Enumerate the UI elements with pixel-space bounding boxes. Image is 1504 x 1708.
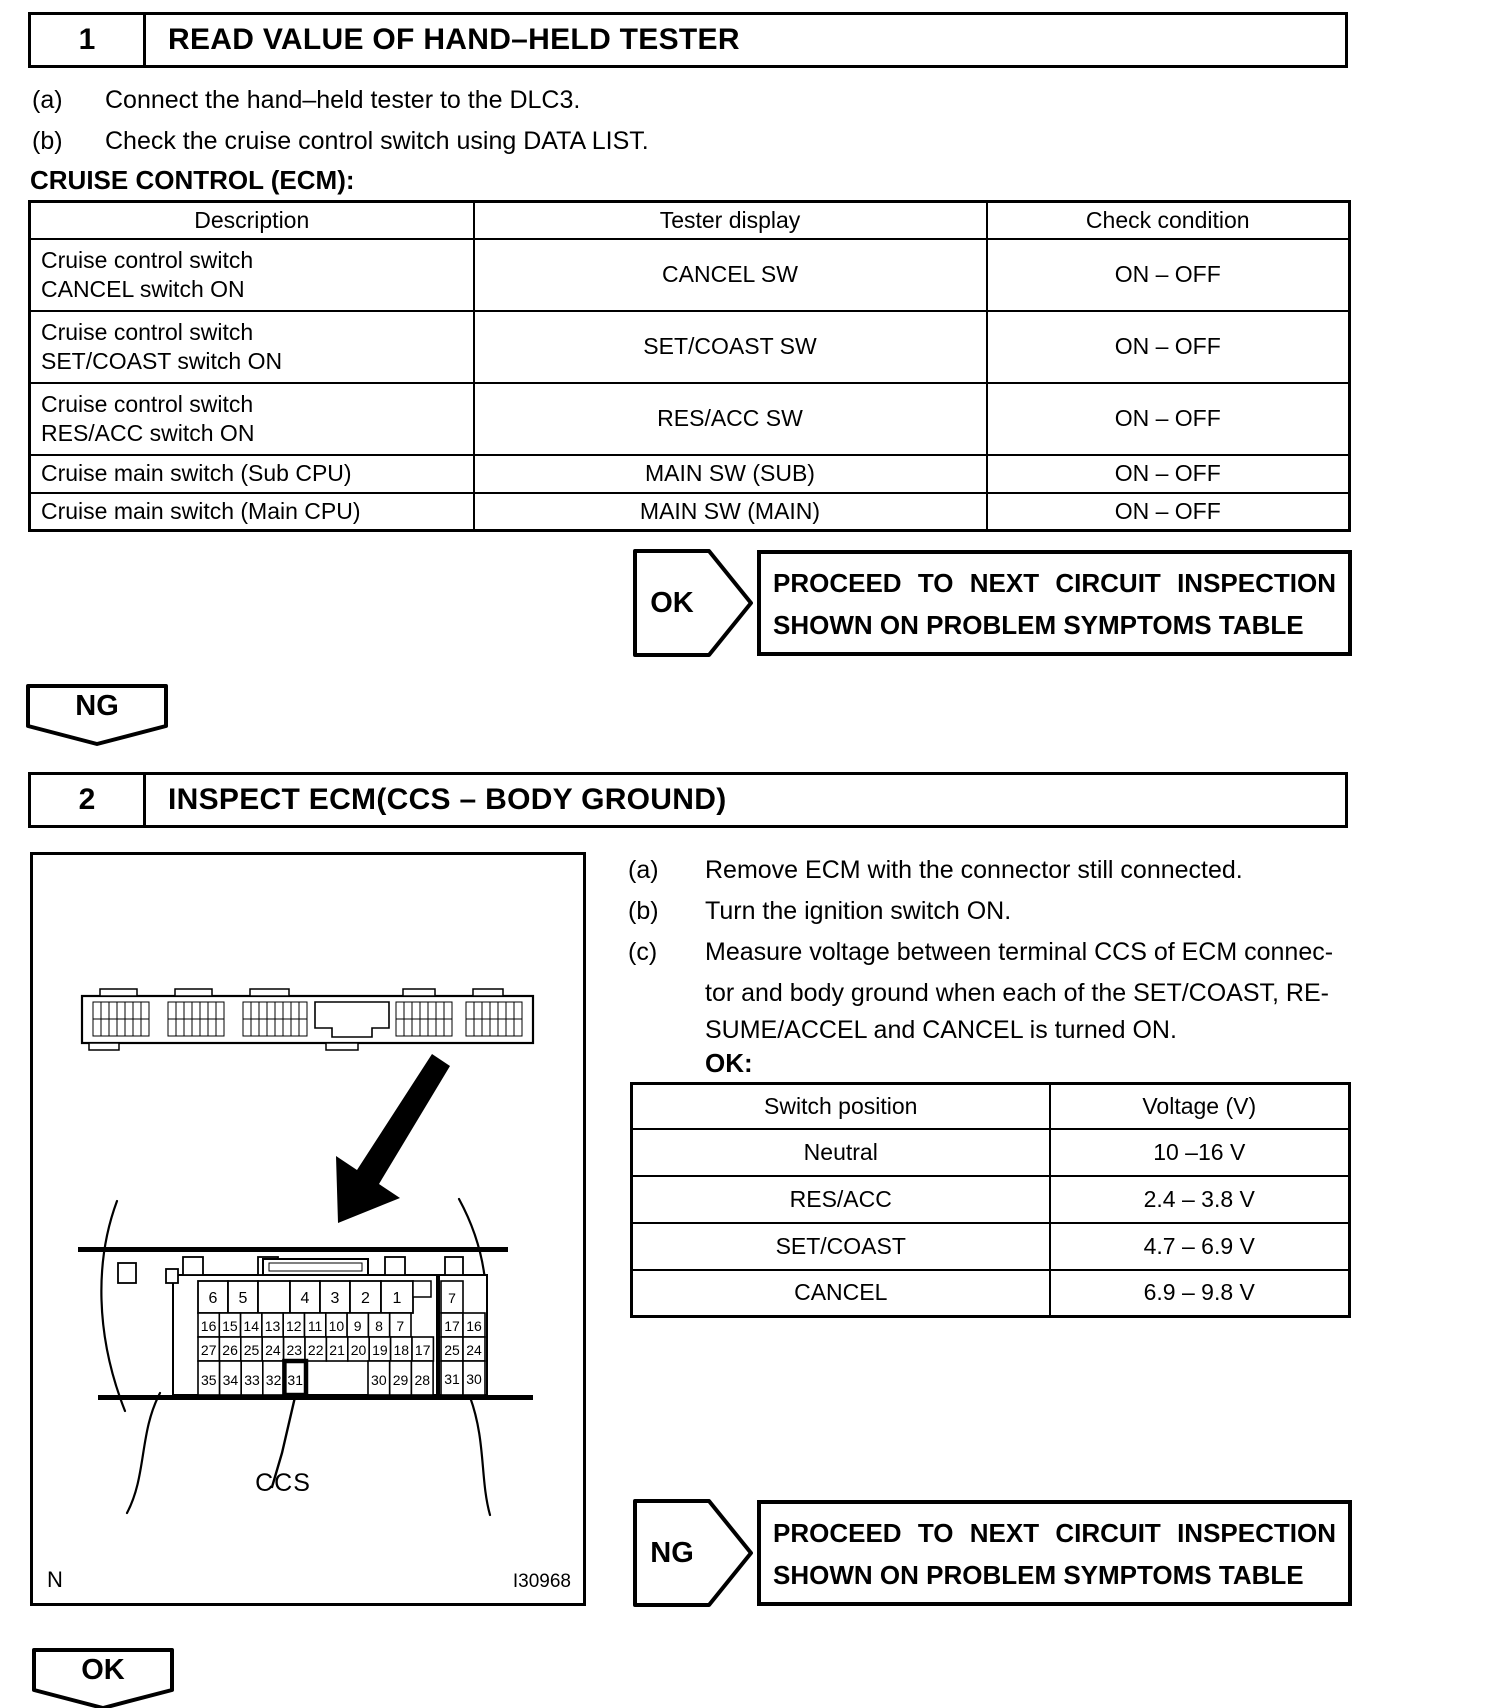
svg-text:12: 12	[286, 1318, 302, 1334]
svg-text:29: 29	[392, 1372, 409, 1388]
svg-text:11: 11	[307, 1318, 323, 1334]
t1-r2-desc-line1: Cruise control switch	[41, 318, 254, 345]
table-row	[30, 455, 1350, 493]
table-row	[30, 383, 1350, 455]
svg-text:17: 17	[444, 1318, 460, 1334]
svg-text:26: 26	[222, 1342, 238, 1358]
svg-text:21: 21	[329, 1342, 345, 1358]
figure-n-mark: N	[47, 1567, 63, 1592]
table-row	[632, 1129, 1350, 1176]
svg-text:7: 7	[448, 1290, 456, 1306]
svg-text:28: 28	[414, 1372, 431, 1388]
ng-route-box	[757, 1500, 1352, 1606]
step2c-label: (c)	[628, 938, 658, 966]
t1-r3-desc-line2: RES/ACC switch ON	[41, 419, 255, 446]
ng-tag-label: NG	[75, 689, 119, 722]
svg-text:19: 19	[372, 1342, 388, 1358]
section1-header	[28, 12, 1348, 68]
step2a-text: Remove ECM with the connector still connected.	[705, 856, 1243, 884]
svg-text:27: 27	[200, 1342, 217, 1358]
svg-text:5: 5	[238, 1290, 248, 1307]
svg-text:16: 16	[200, 1318, 217, 1334]
table-row	[30, 493, 1350, 531]
ok-tag-label: OK	[650, 586, 694, 619]
svg-text:30: 30	[466, 1371, 482, 1387]
step2b-text: Turn the ignition switch ON.	[705, 897, 1012, 925]
step1b-label: (b)	[32, 127, 63, 155]
ok-flow-tag-bottom	[30, 1646, 176, 1708]
step1a-label: (a)	[32, 86, 63, 114]
table-row	[30, 311, 1350, 383]
t1-r2-condition: ON – OFF	[987, 311, 1350, 383]
section1-number: 1	[31, 15, 146, 65]
section1-title: READ VALUE OF HAND–HELD TESTER	[168, 23, 740, 56]
svg-text:20: 20	[350, 1342, 367, 1358]
svg-text:34: 34	[222, 1372, 239, 1388]
svg-text:3: 3	[330, 1290, 340, 1307]
svg-text:17: 17	[414, 1342, 431, 1358]
table-row	[632, 1176, 1350, 1223]
svg-text:6: 6	[208, 1290, 218, 1307]
svg-text:10: 10	[328, 1318, 345, 1334]
t1-r3-condition: ON – OFF	[987, 383, 1350, 455]
t1-r5-display: MAIN SW (MAIN)	[474, 493, 987, 531]
ng-route-line1: PROCEED TO NEXT CIRCUIT INSPECTION	[773, 1518, 1336, 1548]
t2-r4-voltage: 6.9 – 9.8 V	[1050, 1270, 1350, 1317]
t2-r3-voltage: 4.7 – 6.9 V	[1050, 1223, 1350, 1270]
t1-r4-condition: ON – OFF	[987, 455, 1350, 493]
step1a-text: Connect the hand–held tester to the DLC3.	[105, 86, 581, 114]
t1-r3-desc-line1: Cruise control switch	[41, 390, 254, 417]
t1-header-condition: Check condition	[987, 202, 1350, 239]
t1-r4-desc: Cruise main switch (Sub CPU)	[30, 455, 474, 493]
t2-header-switch: Switch position	[632, 1084, 1050, 1129]
t1-r5-condition: ON – OFF	[987, 493, 1350, 531]
table-row	[632, 1223, 1350, 1270]
step2c-text-line1: Measure voltage between terminal CCS of ECM connec-	[705, 938, 1334, 966]
ng-flow-tag	[24, 682, 170, 748]
t2-r4-switch: CANCEL	[632, 1270, 1050, 1317]
svg-text:14: 14	[243, 1318, 259, 1334]
table-row	[30, 239, 1350, 311]
section2-header	[28, 772, 1348, 828]
step1b-text: Check the cruise control switch using DATA LIST.	[105, 127, 649, 155]
t2-r1-switch: Neutral	[632, 1129, 1050, 1176]
t2-header-voltage: Voltage (V)	[1050, 1084, 1350, 1129]
step2c-text-line3: SUME/ACCEL and CANCEL is turned ON.	[705, 1016, 1177, 1044]
svg-text:30: 30	[371, 1372, 387, 1388]
ok-flow-tag	[630, 546, 756, 660]
t1-header-display: Tester display	[474, 202, 987, 239]
svg-text:1: 1	[392, 1290, 402, 1307]
svg-text:35: 35	[201, 1372, 217, 1388]
svg-text:31: 31	[287, 1372, 303, 1388]
t1-header-description: Description	[30, 202, 474, 239]
t1-r1-desc-line1: Cruise control switch	[41, 246, 254, 273]
ok-route-line1: PROCEED TO NEXT CIRCUIT INSPECTION	[773, 568, 1336, 598]
svg-text:24: 24	[265, 1342, 281, 1358]
cruise-control-data-table	[28, 200, 1351, 532]
ok-bottom-tag-label: OK	[81, 1653, 125, 1686]
svg-text:33: 33	[244, 1372, 260, 1388]
t2-r2-voltage: 2.4 – 3.8 V	[1050, 1176, 1350, 1223]
svg-text:18: 18	[393, 1342, 410, 1358]
svg-text:25: 25	[243, 1342, 260, 1358]
svg-text:13: 13	[264, 1318, 281, 1334]
ok-spec-label: OK:	[705, 1048, 753, 1078]
ng-tag2-label: NG	[650, 1536, 694, 1569]
t1-r1-display: CANCEL SW	[474, 239, 987, 311]
figure-id: I30968	[512, 1571, 571, 1592]
svg-text:16: 16	[466, 1318, 482, 1334]
svg-text:2: 2	[361, 1290, 370, 1307]
ng-flow-tag-2	[630, 1496, 756, 1610]
section2-number: 2	[31, 775, 146, 825]
ok-route-box	[757, 550, 1352, 656]
t2-r2-switch: RES/ACC	[632, 1176, 1050, 1223]
voltage-spec-table	[630, 1082, 1351, 1318]
ng-route-line2: SHOWN ON PROBLEM SYMPTOMS TABLE	[773, 1560, 1304, 1590]
t1-r3-display: RES/ACC SW	[474, 383, 987, 455]
t1-r2-desc-line2: SET/COAST switch ON	[41, 347, 283, 374]
step2c-text-line2: tor and body ground when each of the SET/COAST, RE-	[705, 979, 1329, 1007]
svg-text:9: 9	[353, 1318, 362, 1334]
ccs-pin-label: CCS	[255, 1469, 311, 1497]
table-row	[632, 1270, 1350, 1317]
ok-route-line2: SHOWN ON PROBLEM SYMPTOMS TABLE	[773, 610, 1304, 640]
t1-r2-display: SET/COAST SW	[474, 311, 987, 383]
t1-r5-desc: Cruise main switch (Main CPU)	[30, 493, 474, 531]
t1-r1-desc-line2: CANCEL switch ON	[41, 275, 245, 302]
svg-text:25: 25	[444, 1342, 460, 1358]
svg-text:24: 24	[466, 1342, 482, 1358]
step2b-label: (b)	[628, 897, 659, 925]
step2a-label: (a)	[628, 856, 659, 884]
svg-text:7: 7	[396, 1318, 405, 1334]
svg-text:15: 15	[222, 1318, 238, 1334]
svg-text:32: 32	[265, 1372, 282, 1388]
t2-r1-voltage: 10 –16 V	[1050, 1129, 1350, 1176]
svg-text:22: 22	[307, 1342, 324, 1358]
t1-r4-display: MAIN SW (SUB)	[474, 455, 987, 493]
ecm-connector-figure	[30, 852, 586, 1606]
svg-text:8: 8	[375, 1318, 383, 1334]
svg-text:31: 31	[444, 1371, 460, 1387]
section2-title: INSPECT ECM(CCS – BODY GROUND)	[168, 783, 727, 816]
svg-text:23: 23	[286, 1342, 303, 1358]
cruise-control-subtitle: CRUISE CONTROL (ECM):	[30, 165, 355, 195]
t1-r1-condition: ON – OFF	[987, 239, 1350, 311]
t2-r3-switch: SET/COAST	[632, 1223, 1050, 1270]
svg-text:4: 4	[300, 1290, 310, 1307]
